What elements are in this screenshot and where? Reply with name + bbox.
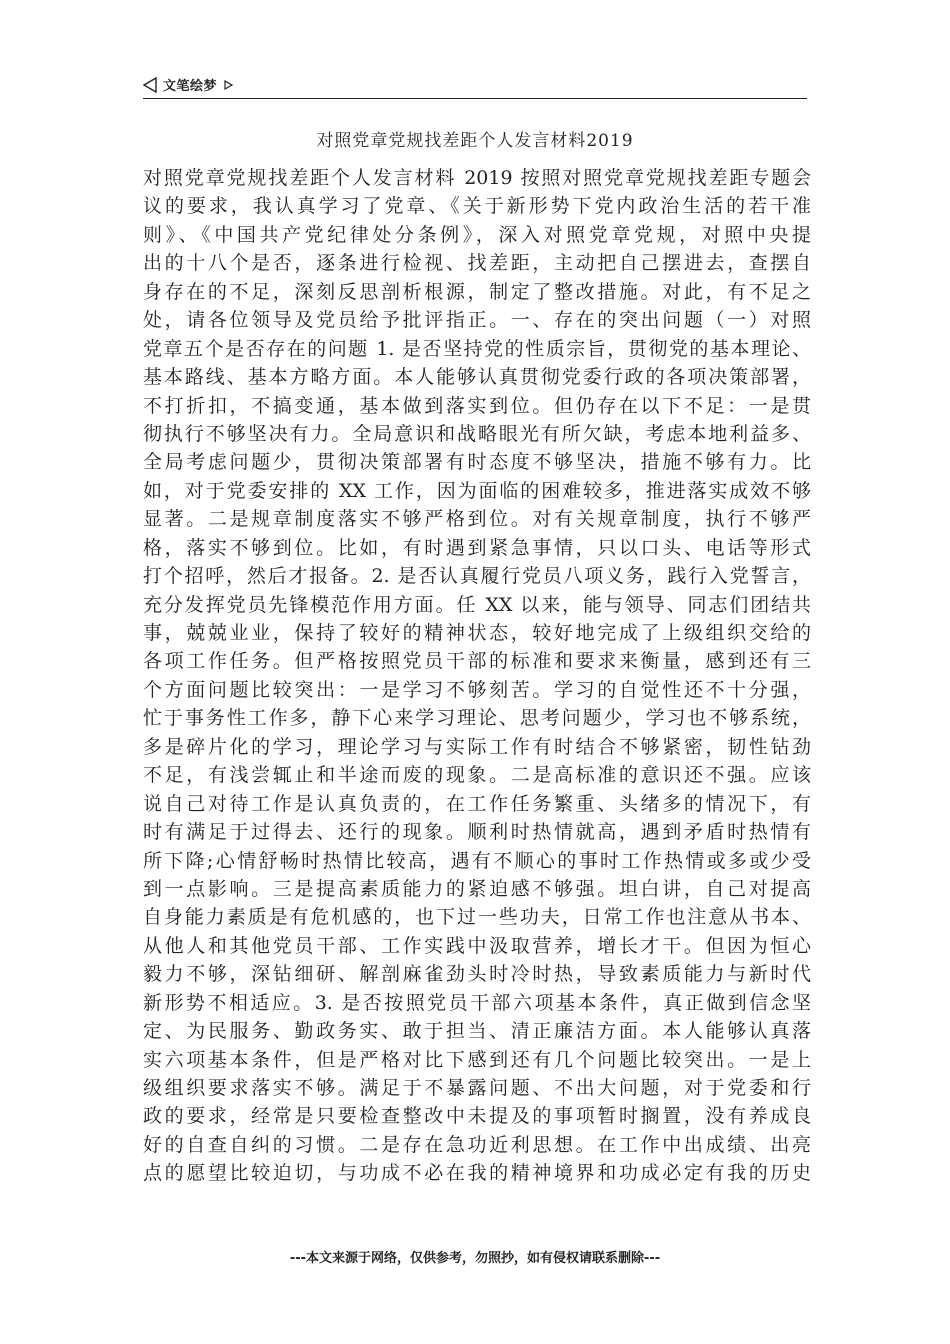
body-line: 显著。二是规章制度落实不够严格到位。对有关规章制度，执行不够严 <box>143 508 811 531</box>
body-line: 对照党章党规找差距个人发言材料 2019 按照对照党章党规找差距专题会 <box>143 167 811 189</box>
body-line: 实六项基本条件，但是严格对比下感到还有几个问题比较突出。一是上 <box>143 1048 811 1071</box>
body-line: 好的自查自纠的习惯。二是存在急功近利思想。在工作中出成绩、出亮 <box>143 1133 811 1156</box>
body-line: 政的要求，经常是只要检查整改中未提及的事项暂时搁置，没有养成良 <box>143 1105 811 1128</box>
body-line: 个方面问题比较突出：一是学习不够刻苦。学习的自觉性还不十分强， <box>143 678 811 701</box>
footer-notice: ---本文来源于网络，仅供参考，勿照抄，如有侵权请联系删除--- <box>289 1251 661 1266</box>
body-line: 自身能力素质是有危机感的，也下过一些功夫，日常工作也注意从书本、 <box>143 906 811 929</box>
body-line: 说自己对待工作是认真负责的，在工作任务繁重、头绪多的情况下，有 <box>143 792 811 815</box>
body-line: 则》、《中国共产党纪律处分条例》，深入对照党章党规，对照中央提 <box>143 223 811 246</box>
body-line: 点的愿望比较迫切，与功成不必在我的精神境界和功成必定有我的历史 <box>143 1162 811 1185</box>
body-line: 级组织要求落实不够。满足于不暴露问题、不出大问题，对于党委和行 <box>143 1077 811 1099</box>
body-line: 忙于事务性工作多，静下心来学习理论、思考问题少，学习也不够系统， <box>143 707 811 730</box>
body-line: 党章五个是否存在的问题 1. 是否坚持党的性质宗旨，贯彻党的基本理论、 <box>143 337 811 360</box>
body-line: 不打折扣，不搞变通，基本做到落实到位。但仍存在以下不足：一是贯 <box>143 394 811 417</box>
body-line: 基本路线、基本方略方面。本人能够认真贯彻党委行政的各项决策部署， <box>143 366 811 389</box>
body-line: 打个招呼，然后才报备。2. 是否认真履行党员八项义务，践行入党誓言， <box>143 565 811 588</box>
body-line: 出的十八个是否，逐条进行检视、找差距，主动把自己摆进去，查摆自 <box>143 252 811 275</box>
document-body <box>143 164 811 1188</box>
body-line: 彻执行不够坚决有力。全局意识和战略眼光有所欠缺，考虑本地利益多、 <box>143 422 811 445</box>
body-line: 从他人和其他党员干部、工作实践中汲取营养，增长才干。但因为恒心 <box>143 934 811 957</box>
brand <box>143 75 233 94</box>
body-line: 不足，有浅尝辄止和半途而废的现象。二是高标准的意识还不强。应该 <box>143 764 811 787</box>
body-line: 所下降;心情舒畅时热情比较高，遇有不顺心的事时工作热情或多或少受 <box>143 849 811 872</box>
body-line: 事，兢兢业业，保持了较好的精神状态，较好地完成了上级组织交给的 <box>143 622 811 644</box>
body-line: 时有满足于过得去、还行的现象。顺利时热情就高，遇到矛盾时热情有 <box>143 821 811 844</box>
body-line: 如，对于党委安排的 XX 工作，因为面临的困难较多，推进落实成效不够 <box>143 479 811 502</box>
body-line: 多是碎片化的学习，理论学习与实际工作有时结合不够紧密，韧性钻劲 <box>143 735 811 758</box>
body-line: 新形势不相适应。3. 是否按照党员干部六项基本条件，真正做到信念坚 <box>143 991 811 1014</box>
body-line: 处，请各位领导及党员给予批评指正。一、存在的突出问题（一）对照 <box>143 309 811 332</box>
triangle-right-icon <box>224 80 233 90</box>
body-line: 充分发挥党员先锋模范作用方面。任 XX 以来，能与领导、同志们团结共 <box>143 593 811 616</box>
body-line: 到一点影响。三是提高素质能力的紧迫感不够强。坦白讲，自己对提高 <box>143 877 811 900</box>
body-line: 定、为民服务、勤政务实、敢于担当、清正廉洁方面。本人能够认真落 <box>143 1020 811 1043</box>
brand-name: 文笔绘梦 <box>163 79 218 94</box>
body-line: 议的要求，我认真学习了党章、《关于新形势下党内政治生活的若干准 <box>143 195 811 218</box>
body-line: 毅力不够，深钻细研、解剖麻雀劲头时冷时热，导致素质能力与新时代 <box>143 963 811 986</box>
body-line: 格，落实不够到位。比如，有时遇到紧急事情，只以口头、电话等形式 <box>143 536 811 559</box>
body-line: 全局考虑问题少，贯彻决策部署有时态度不够坚决，措施不够有力。比 <box>143 451 811 474</box>
body-line: 各项工作任务。但严格按照党员干部的标准和要求来衡量，感到还有三 <box>143 650 811 673</box>
triangle-left-icon <box>143 77 157 93</box>
document-title: 对照党章党规找差距个人发言材料2019 <box>316 131 634 151</box>
page-header <box>143 72 807 99</box>
body-line: 身存在的不足，深刻反思剖析根源，制定了整改措施。对此，有不足之 <box>143 280 811 303</box>
